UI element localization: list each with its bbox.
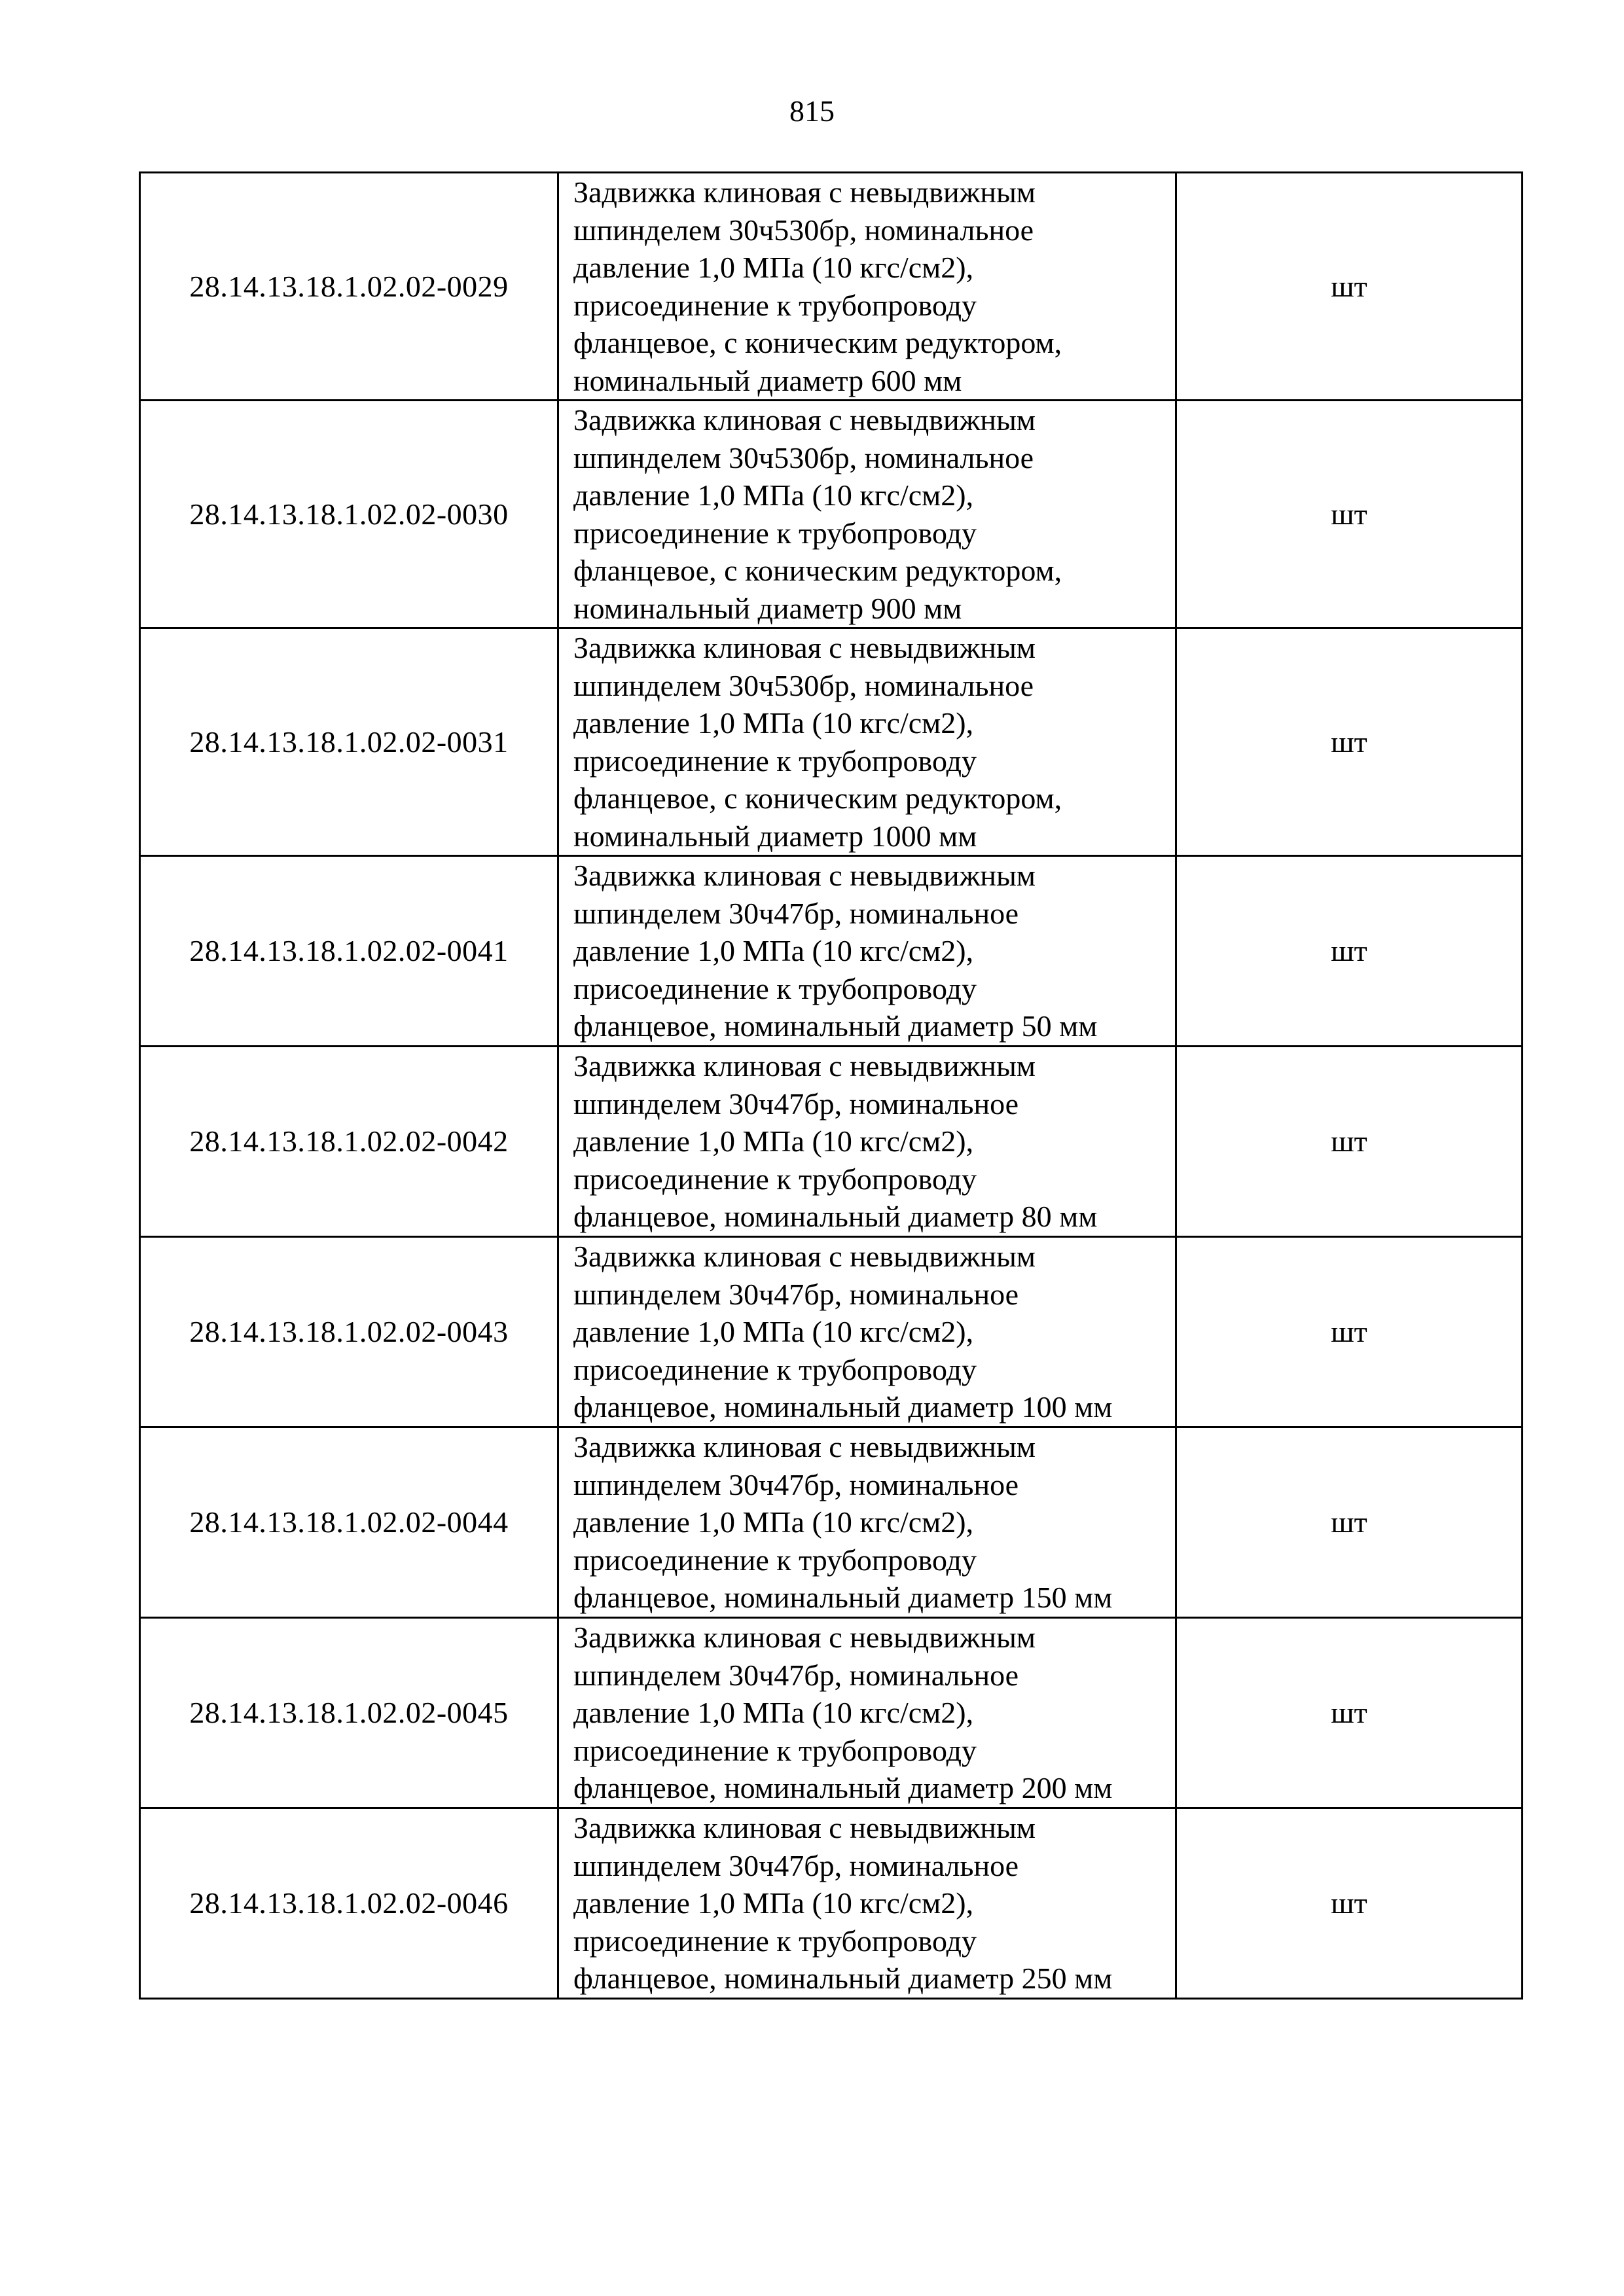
- description-line: фланцевое, номинальный диаметр 200 мм: [573, 1771, 1113, 1805]
- unit-cell: шт: [1176, 628, 1523, 856]
- unit-cell: шт: [1176, 1808, 1523, 1999]
- unit-cell: шт: [1176, 401, 1523, 628]
- description-line: Задвижка клиновая с невыдвижным: [573, 1430, 1036, 1464]
- description-line: давление 1,0 МПа (10 кгс/см2),: [573, 934, 974, 968]
- description-line: Задвижка клиновая с невыдвижным: [573, 1621, 1036, 1655]
- unit-cell: шт: [1176, 856, 1523, 1047]
- resource-description-cell: [558, 1808, 1176, 1999]
- resource-code-cell: 28.14.13.18.1.02.02-0029: [140, 173, 558, 401]
- resource-table: [139, 171, 1523, 2000]
- description-line: Задвижка клиновая с невыдвижным: [573, 1049, 1036, 1083]
- table-body: [140, 173, 1523, 1999]
- table-row: [140, 1427, 1523, 1618]
- resource-code-cell: 28.14.13.18.1.02.02-0045: [140, 1618, 558, 1808]
- resource-description-cell: [558, 628, 1176, 856]
- resource-description-cell: [558, 856, 1176, 1047]
- unit-cell: шт: [1176, 1427, 1523, 1618]
- description-line: шпинделем 30ч47бр, номинальное: [573, 1277, 1019, 1311]
- description-line: Задвижка клиновая с невыдвижным: [573, 1240, 1036, 1274]
- table-row: [140, 401, 1523, 628]
- description-line: фланцевое, номинальный диаметр 250 мм: [573, 1962, 1113, 1996]
- description-line: присоединение к трубопроводу: [573, 1733, 977, 1767]
- description-line: давление 1,0 МПа (10 кгс/см2),: [573, 1124, 974, 1158]
- resource-code-cell: 28.14.13.18.1.02.02-0043: [140, 1237, 558, 1427]
- description-line: фланцевое, номинальный диаметр 150 мм: [573, 1581, 1113, 1615]
- description-line: номинальный диаметр 600 мм: [573, 363, 962, 397]
- description-line: присоединение к трубопроводу: [573, 1543, 977, 1577]
- description-line: номинальный диаметр 900 мм: [573, 591, 962, 625]
- resource-description-cell: [558, 1427, 1176, 1618]
- description-line: присоединение к трубопроводу: [573, 1352, 977, 1386]
- description-line: фланцевое, номинальный диаметр 100 мм: [573, 1390, 1113, 1424]
- resource-code-cell: 28.14.13.18.1.02.02-0030: [140, 401, 558, 628]
- description-line: шпинделем 30ч47бр, номинальное: [573, 1086, 1019, 1121]
- resource-description-cell: [558, 401, 1176, 628]
- description-line: присоединение к трубопроводу: [573, 516, 977, 550]
- description-line: Задвижка клиновая с невыдвижным: [573, 1811, 1036, 1845]
- unit-cell: шт: [1176, 1237, 1523, 1427]
- resource-description-cell: [558, 1618, 1176, 1808]
- description-line: шпинделем 30ч47бр, номинальное: [573, 1848, 1019, 1882]
- unit-cell: шт: [1176, 1618, 1523, 1808]
- description-line: Задвижка клиновая с невыдвижным: [573, 859, 1036, 893]
- table-row: [140, 1808, 1523, 1999]
- description-line: шпинделем 30ч47бр, номинальное: [573, 1467, 1019, 1501]
- description-line: присоединение к трубопроводу: [573, 1924, 977, 1958]
- description-line: Задвижка клиновая с невыдвижным: [573, 175, 1036, 209]
- description-line: фланцевое, номинальный диаметр 50 мм: [573, 1009, 1098, 1043]
- description-line: фланцевое, с коническим редуктором,: [573, 781, 1062, 815]
- description-line: давление 1,0 МПа (10 кгс/см2),: [573, 706, 974, 740]
- description-line: давление 1,0 МПа (10 кгс/см2),: [573, 1315, 974, 1349]
- description-line: присоединение к трубопроводу: [573, 1162, 977, 1196]
- description-line: фланцевое, номинальный диаметр 80 мм: [573, 1200, 1098, 1234]
- description-line: номинальный диаметр 1000 мм: [573, 819, 977, 853]
- resource-code-cell: 28.14.13.18.1.02.02-0031: [140, 628, 558, 856]
- table-row: [140, 628, 1523, 856]
- description-line: шпинделем 30ч530бр, номинальное: [573, 668, 1034, 702]
- unit-cell: шт: [1176, 1047, 1523, 1237]
- description-line: давление 1,0 МПа (10 кгс/см2),: [573, 251, 974, 284]
- description-line: Задвижка клиновая с невыдвижным: [573, 631, 1036, 664]
- description-line: шпинделем 30ч530бр, номинальное: [573, 440, 1034, 475]
- resource-description-cell: [558, 1047, 1176, 1237]
- table-row: [140, 1237, 1523, 1427]
- unit-cell: шт: [1176, 173, 1523, 401]
- description-line: фланцевое, с коническим редуктором,: [573, 554, 1062, 587]
- description-line: давление 1,0 МПа (10 кгс/см2),: [573, 1886, 974, 1920]
- resource-description-cell: [558, 173, 1176, 401]
- resource-code-cell: 28.14.13.18.1.02.02-0044: [140, 1427, 558, 1618]
- description-line: шпинделем 30ч47бр, номинальное: [573, 1658, 1019, 1692]
- description-line: присоединение к трубопроводу: [573, 744, 977, 778]
- resource-code-cell: 28.14.13.18.1.02.02-0041: [140, 856, 558, 1047]
- resource-code-cell: 28.14.13.18.1.02.02-0046: [140, 1808, 558, 1999]
- resource-description-cell: [558, 1237, 1176, 1427]
- description-line: присоединение к трубопроводу: [573, 971, 977, 1005]
- description-line: шпинделем 30ч47бр, номинальное: [573, 896, 1019, 930]
- description-line: давление 1,0 МПа (10 кгс/см2),: [573, 1505, 974, 1539]
- resource-code-cell: 28.14.13.18.1.02.02-0042: [140, 1047, 558, 1237]
- table-row: [140, 173, 1523, 401]
- description-line: присоединение к трубопроводу: [573, 288, 977, 322]
- description-line: шпинделем 30ч530бр, номинальное: [573, 213, 1034, 247]
- description-line: давление 1,0 МПа (10 кгс/см2),: [573, 478, 974, 512]
- page-number: 815: [789, 94, 835, 128]
- description-line: фланцевое, с коническим редуктором,: [573, 326, 1062, 359]
- table-row: [140, 856, 1523, 1047]
- description-line: давление 1,0 МПа (10 кгс/см2),: [573, 1696, 974, 1730]
- table-row: [140, 1047, 1523, 1237]
- description-line: Задвижка клиновая с невыдвижным: [573, 403, 1036, 437]
- table-row: [140, 1618, 1523, 1808]
